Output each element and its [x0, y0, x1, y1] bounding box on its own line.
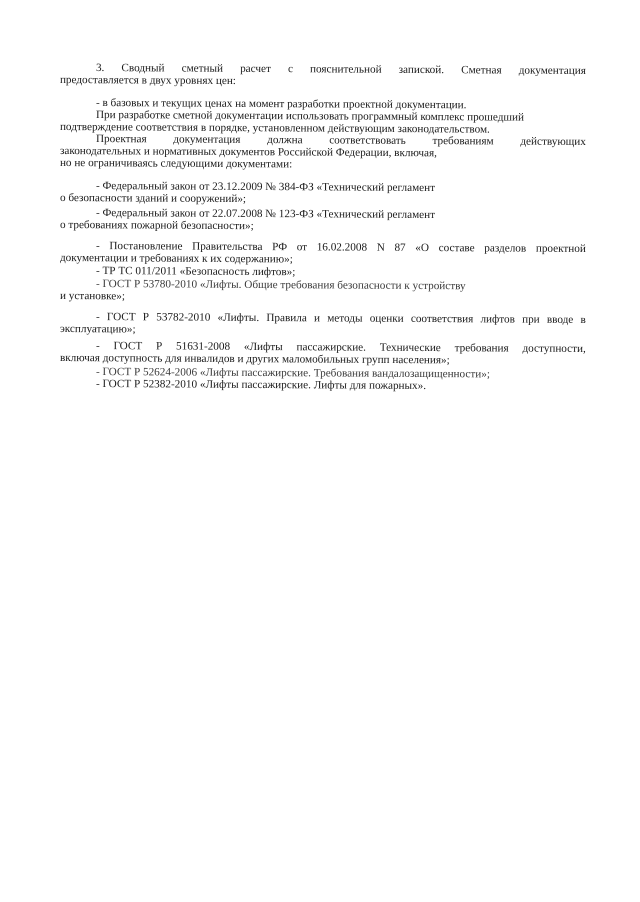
text-line: но не ограничиваясь следующими документами:	[59, 157, 293, 171]
text-word: методы	[327, 312, 363, 325]
text-word: «Лифты.	[217, 311, 260, 324]
text-word: РФ	[272, 241, 288, 254]
text-word: должна	[267, 134, 303, 147]
text-line: - ГОСТ Р 53780-2010 «Лифты. Общие требования безопасности к устройству	[95, 278, 466, 293]
text-line	[96, 311, 586, 326]
text-word: документация	[173, 133, 241, 146]
text-word: 16.02.2008	[316, 241, 368, 254]
text-word: ГОСТ	[113, 340, 143, 353]
text-word: сметный	[181, 62, 224, 75]
text-word: расчет	[240, 62, 271, 76]
text-line: подтверждение соответствия в порядке, установленном действующим законодательством.	[59, 121, 490, 136]
text-word: Постановление	[109, 240, 183, 253]
text-line: - Федеральный закон от 22.07.2008 № 123-ФЗ «Технический регламент	[95, 207, 436, 222]
text-word: Сводный	[121, 62, 165, 75]
text-line: предоставляется в двух уровнях цен:	[59, 74, 236, 88]
text-line: законодательных и нормативных документов Российской Федерации, включая,	[59, 145, 438, 160]
text-line: и установке»;	[59, 290, 126, 303]
text-line: При разработке сметной документации использовать программный комплекс прошедший	[95, 109, 525, 124]
text-word: Р	[142, 311, 150, 324]
text-word: Проектная	[95, 133, 147, 146]
text-word: Сметная	[461, 64, 502, 77]
text-line: эксплуатацию»;	[59, 323, 136, 336]
text-word: в	[580, 313, 586, 326]
text-word: разделов	[484, 242, 527, 255]
text-word: -	[95, 240, 100, 253]
text-word: от	[296, 241, 308, 254]
text-line: - ТР ТС 011/2011 «Безопасность лифтов»;	[95, 265, 296, 279]
text-word: при	[522, 313, 540, 326]
text-word: 53782-2010	[156, 311, 211, 324]
text-word: действующих	[520, 135, 586, 148]
text-word: «О	[415, 241, 430, 255]
text-line: о требованиях пожарной безопасности»;	[59, 219, 254, 233]
text-word: с	[287, 63, 293, 76]
text-word: «Лифты	[243, 340, 283, 354]
text-word: требования	[454, 342, 509, 355]
text-line: включая доступность для инвалидов и других маломобильных групп населения»;	[59, 352, 450, 367]
text-word: Правительства	[192, 240, 263, 254]
text-line: - в базовых и текущих ценах на момент разработки проектной документации.	[95, 97, 467, 112]
text-line: - ГОСТ Р 52382-2010 «Лифты пассажирские. Лифты для пожарных».	[95, 378, 427, 393]
text-word: -	[95, 340, 100, 353]
text-word: документация	[518, 64, 586, 77]
text-word: составе	[438, 242, 475, 255]
text-line: - ГОСТ Р 52624-2006 «Лифты пассажирские. Требования вандалозащищенности»;	[95, 366, 491, 381]
text-word: вводе	[546, 313, 574, 326]
text-word: соответствовать	[329, 134, 406, 147]
text-word: 51631-2008	[175, 340, 231, 353]
text-line: документации и требованиях к их содержанию»;	[59, 252, 293, 266]
text-word: Правила	[266, 312, 307, 325]
text-word: Технические	[379, 341, 441, 355]
text-word: N	[376, 241, 385, 254]
text-word: пояснительной	[309, 63, 382, 76]
text-line: о безопасности зданий и сооружений»;	[59, 192, 247, 206]
text-word: лифтов	[480, 313, 515, 326]
text-word: проектной	[535, 242, 586, 255]
text-word: запиской.	[398, 63, 445, 77]
text-word: Р	[155, 340, 163, 353]
text-word: и	[313, 312, 321, 325]
text-word: требованиям	[432, 135, 494, 148]
text-line: - Федеральный закон от 23.12.2009 № 384-ФЗ «Технический регламент	[95, 180, 436, 195]
text-word: ГОСТ	[106, 311, 136, 324]
text-word: соответствия	[410, 312, 474, 326]
text-word: пассажирские.	[296, 341, 367, 354]
text-word: доступности,	[522, 342, 586, 355]
text-word: оценки	[369, 312, 404, 325]
text-word: 3.	[95, 62, 105, 75]
text-word: 87	[394, 241, 406, 254]
text-word: -	[95, 311, 100, 324]
